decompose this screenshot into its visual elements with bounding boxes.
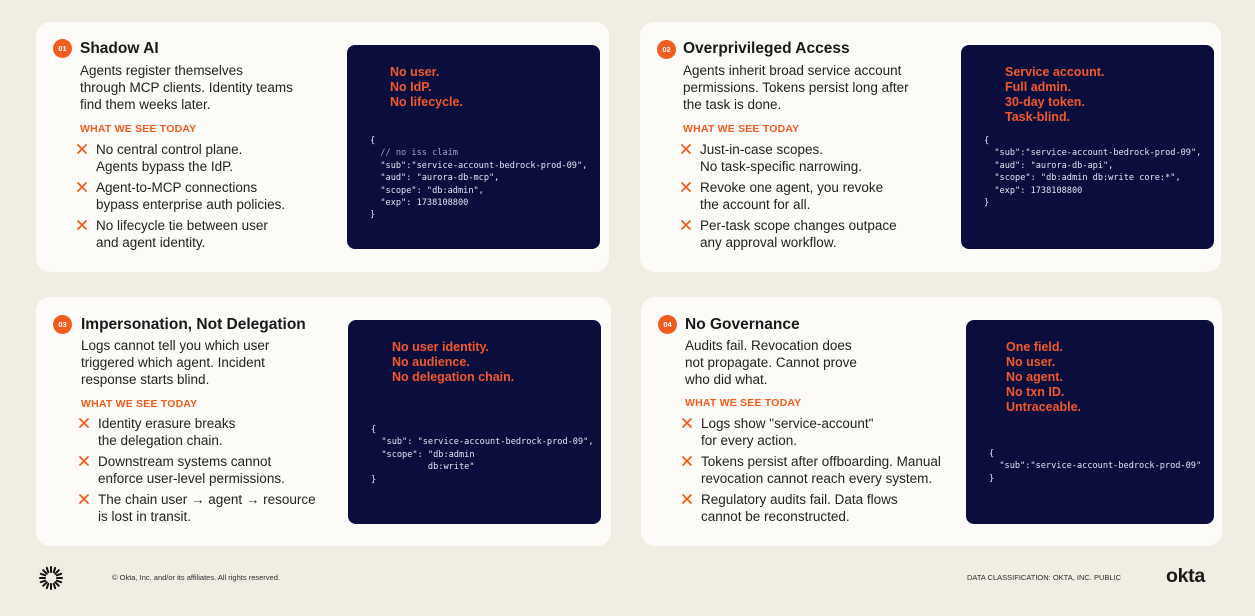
json-token <box>989 448 1201 485</box>
section-label: WHAT WE SEE TODAY <box>683 123 800 135</box>
issue-list <box>78 416 316 530</box>
json-line: "aud": "aurora-db-api", <box>994 160 1114 171</box>
card-impersonation-not-delegation <box>36 297 611 546</box>
section-label: WHAT WE SEE TODAY <box>81 398 198 410</box>
card-title: Overprivileged Access <box>683 40 850 57</box>
issue-text: Regulatory audits fail. Data flows cannot be reconstructed. <box>701 492 898 524</box>
x-icon <box>76 181 88 193</box>
x-icon <box>680 143 692 155</box>
card-description: Agents inherit broad service account permissions. Tokens persist long after the task is done. <box>683 63 909 112</box>
card-description: Agents register themselves through MCP clients. Identity teams find them weeks later. <box>80 63 293 112</box>
card-title: Impersonation, Not Delegation <box>81 316 306 333</box>
issue-list <box>681 416 941 530</box>
issue-item <box>680 142 897 175</box>
x-icon <box>78 455 90 467</box>
x-icon <box>681 493 693 505</box>
issue-list <box>76 142 285 256</box>
json-line: "sub":"service-account-bedrock-prod-09" <box>999 461 1202 472</box>
card-number-badge: 02 <box>657 40 676 59</box>
issue-text: Per-task scope changes outpace any approval workflow. <box>700 218 897 250</box>
json-line: "exp": 1738108800 <box>994 185 1083 196</box>
card-overprivileged-access <box>640 22 1221 272</box>
json-line: "scope": "db:admin <box>381 449 475 460</box>
copyright-text: © Okta, Inc. and/or its affiliates. All rights reserved. <box>112 573 280 582</box>
code-alert: No user. No IdP. No lifecycle. <box>390 65 463 109</box>
issue-item <box>680 218 897 251</box>
issue-text: Revoke one agent, you revoke the account for all. <box>700 180 884 212</box>
json-line: } <box>370 210 376 221</box>
token-code-panel <box>961 45 1214 249</box>
token-code-panel <box>347 45 600 249</box>
card-title: No Governance <box>685 316 800 333</box>
x-icon <box>681 455 693 467</box>
issue-item <box>78 492 316 525</box>
json-line: "scope": "db:admin", <box>380 185 484 196</box>
issue-item <box>681 454 941 487</box>
section-label: WHAT WE SEE TODAY <box>685 397 802 409</box>
x-icon <box>680 219 692 231</box>
card-description: Logs cannot tell you which user triggered which agent. Incident response starts blind. <box>81 338 270 387</box>
json-line: { <box>989 449 995 459</box>
issue-text: Downstream systems cannot enforce user-level permissions. <box>98 454 285 486</box>
issue-text: Agent-to-MCP connections bypass enterprise auth policies. <box>96 180 286 212</box>
card-title: Shadow AI <box>80 40 159 57</box>
json-token <box>370 135 587 222</box>
issue-text: Just-in-case scopes. No task-specific narrowing. <box>700 142 863 174</box>
token-code-panel <box>348 320 601 524</box>
code-alert: Service account. Full admin. 30-day token. Task-blind. <box>1005 65 1105 124</box>
json-line: } <box>984 198 990 209</box>
issue-item <box>76 142 285 175</box>
json-comment: // no iss claim <box>380 148 458 159</box>
x-icon <box>78 417 90 429</box>
json-line: "sub": "service-account-bedrock-prod-09", <box>381 437 594 448</box>
issue-item <box>78 454 316 487</box>
json-line: } <box>371 474 377 485</box>
issue-text: No lifecycle tie between user and agent identity. <box>96 218 268 250</box>
okta-wordmark: okta <box>1166 565 1205 587</box>
card-description: Audits fail. Revocation does not propagate. Cannot prove who did what. <box>685 338 857 387</box>
x-icon <box>76 143 88 155</box>
issue-item <box>680 180 897 213</box>
card-no-governance <box>641 297 1222 546</box>
json-line: "scope": "db:admin db:write core:*", <box>994 173 1181 184</box>
issue-item <box>681 416 941 449</box>
card-number-badge: 01 <box>53 39 72 58</box>
json-token <box>984 135 1201 209</box>
json-token <box>371 424 594 486</box>
json-line: { <box>370 136 376 146</box>
section-label: WHAT WE SEE TODAY <box>80 123 197 135</box>
json-line: "sub":"service-account-bedrock-prod-09", <box>994 148 1202 159</box>
issue-item <box>78 416 316 449</box>
issue-item <box>681 492 941 525</box>
card-number-badge: 03 <box>53 315 72 334</box>
json-line: db:write" <box>381 462 475 473</box>
json-line: } <box>989 473 995 484</box>
x-icon <box>681 417 693 429</box>
issue-text: Logs show "service-account" for every action. <box>701 416 874 448</box>
token-code-panel <box>966 320 1214 524</box>
x-icon <box>680 181 692 193</box>
json-line: { <box>371 425 377 435</box>
issue-text: Tokens persist after offboarding. Manual revocation cannot reach every system. <box>701 454 941 486</box>
issue-text: Identity erasure breaks the delegation chain. <box>98 416 236 448</box>
json-line: { <box>984 136 990 146</box>
x-icon <box>76 219 88 231</box>
issue-item <box>76 218 285 251</box>
json-line: "sub":"service-account-bedrock-prod-09", <box>380 160 588 171</box>
data-classification-text: DATA CLASSIFICATION: OKTA, INC. PUBLIC <box>967 573 1122 582</box>
code-alert: One field. No user. No agent. No txn ID. Untraceable. <box>1006 340 1082 414</box>
json-line: "exp": 1738108800 <box>380 198 469 209</box>
json-line: "aud": "aurora-db-mcp", <box>380 173 500 184</box>
code-alert: No user identity. No audience. No delegation chain. <box>392 340 515 384</box>
issue-list <box>680 142 897 256</box>
issue-text: The chain user → agent → resource is lost in transit. <box>98 492 316 524</box>
card-number-badge: 04 <box>658 315 677 334</box>
issue-text: No central control plane. Agents bypass the IdP. <box>96 142 243 174</box>
card-shadow-ai <box>36 22 609 272</box>
okta-sun-logo-icon <box>38 565 64 591</box>
issue-item <box>76 180 285 213</box>
x-icon <box>78 493 90 505</box>
